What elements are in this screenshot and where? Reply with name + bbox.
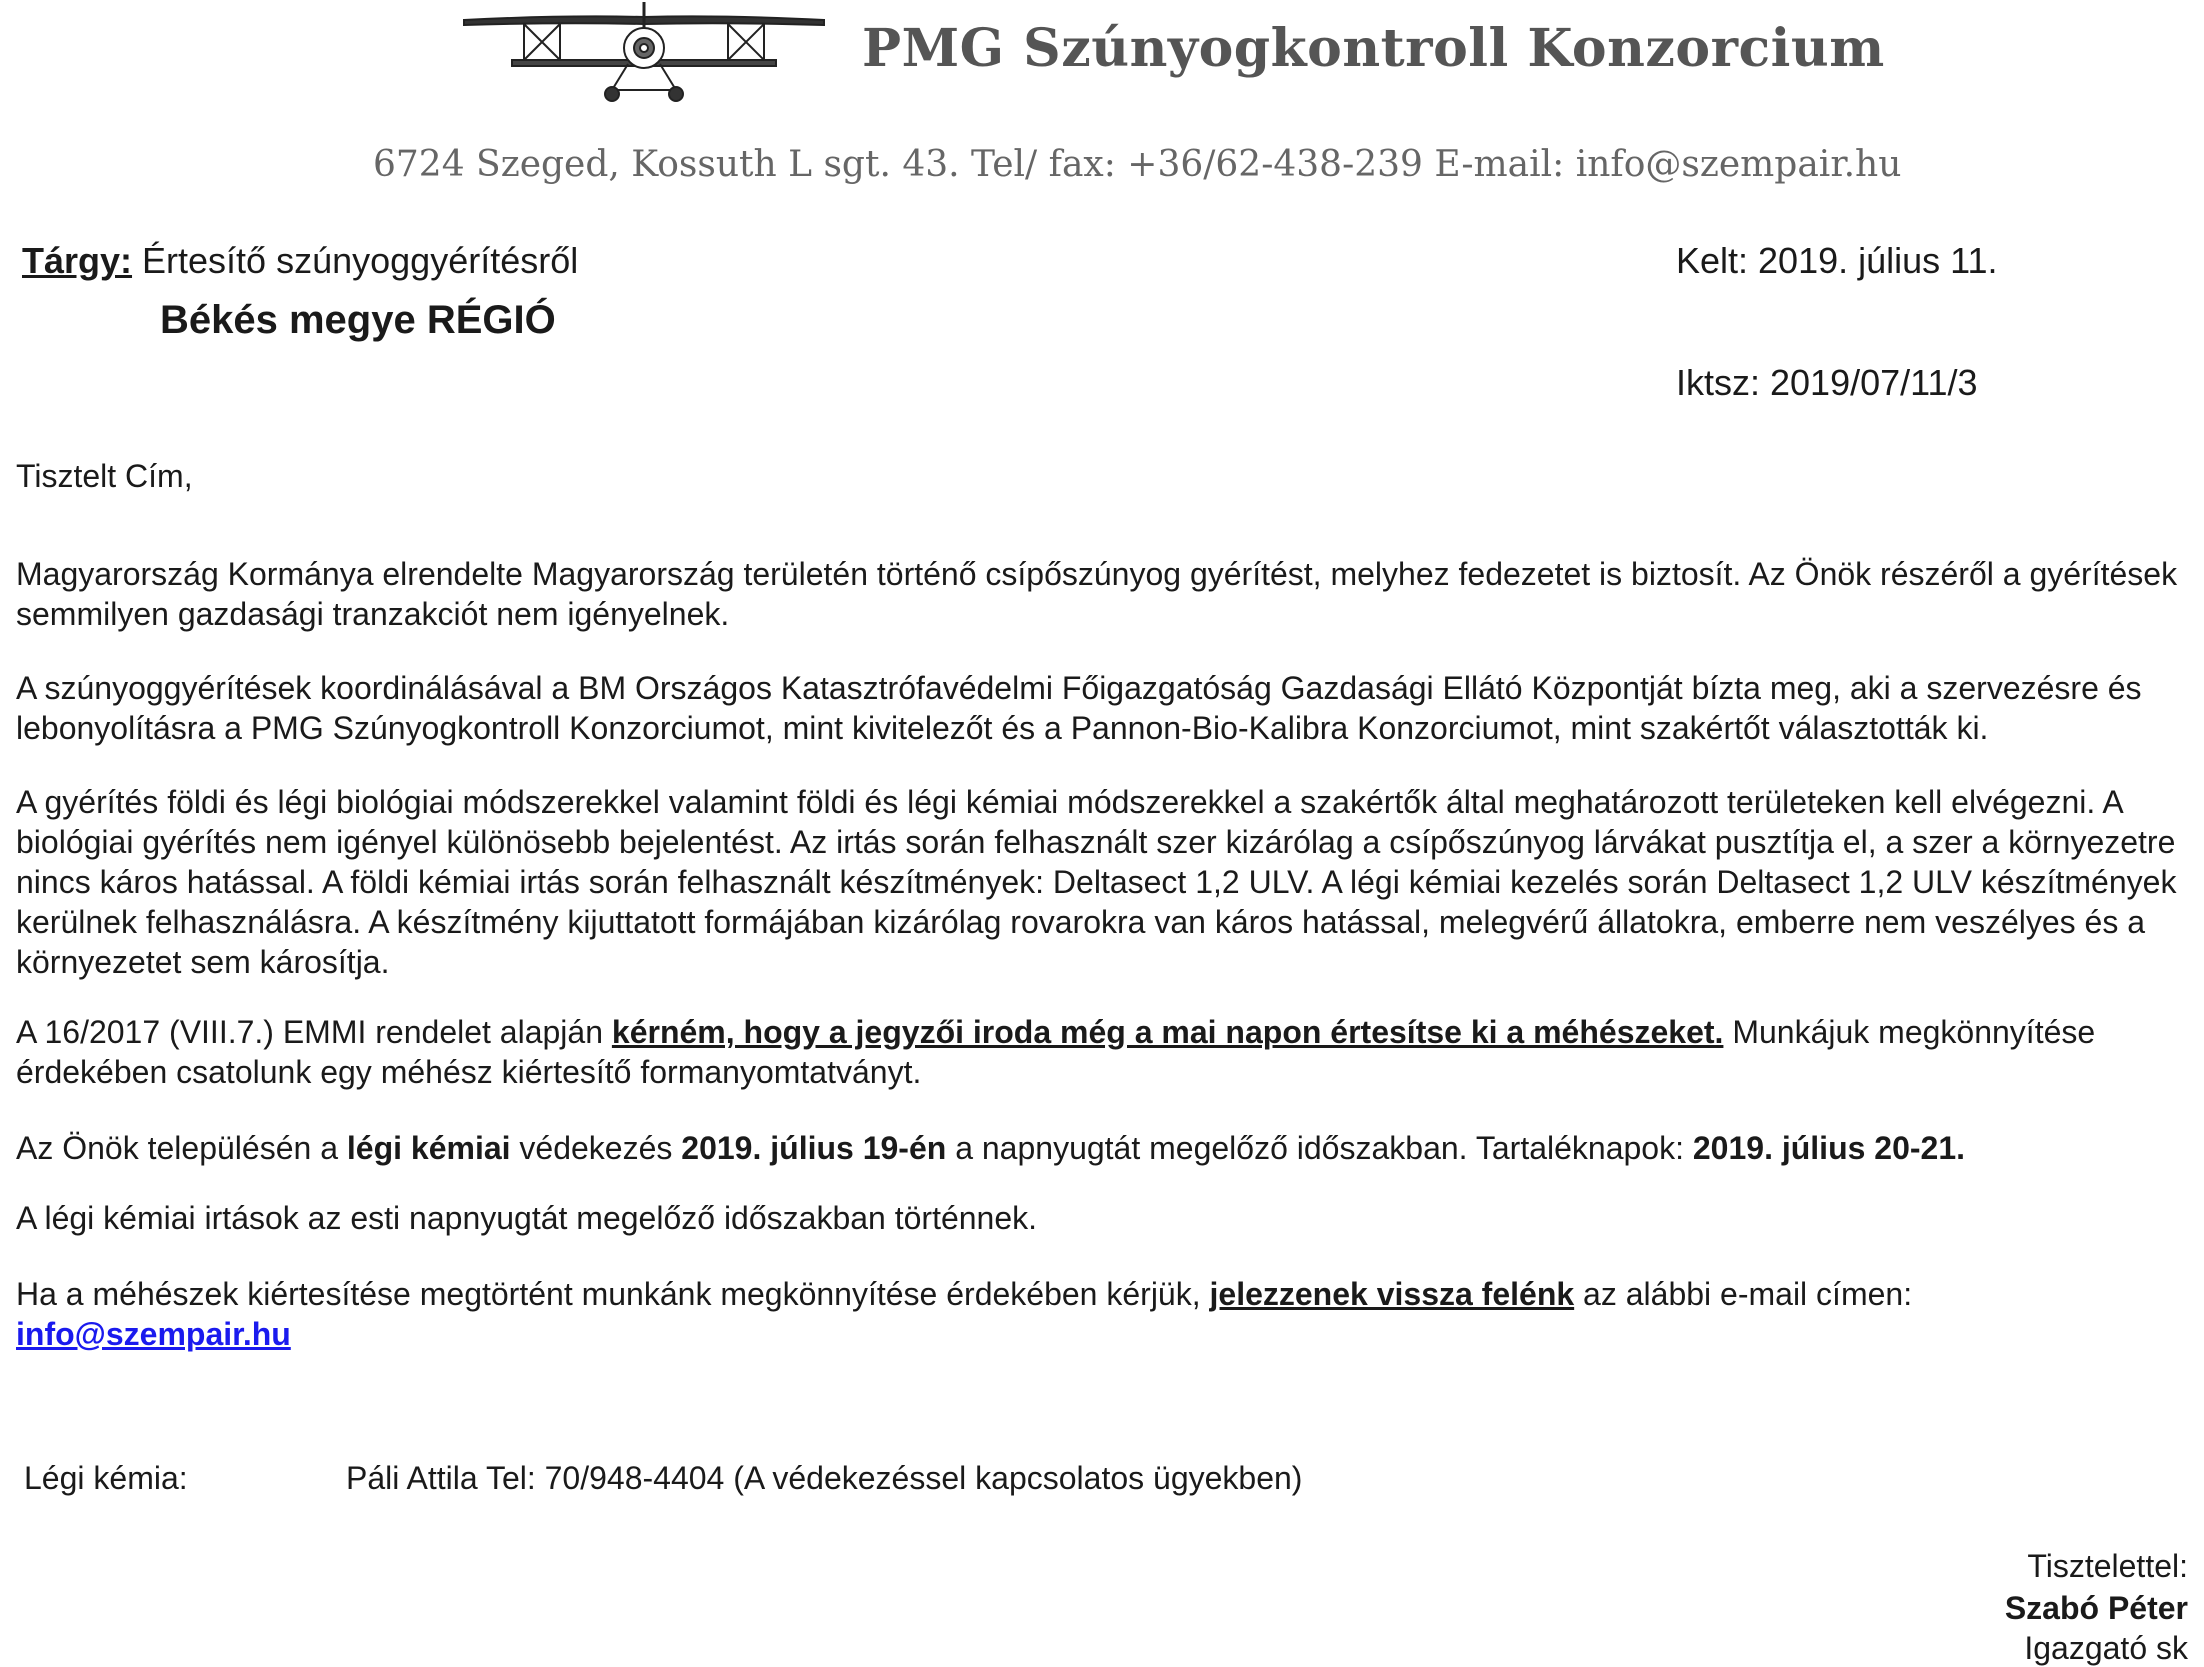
p5-reserve-dates: 2019. július 20-21. xyxy=(1692,1130,1966,1166)
p5-part-e: a napnyugtát megelőző időszakban. Tartaléknapok: xyxy=(946,1130,1693,1166)
paragraph-2: A szúnyoggyérítések koordinálásával a BM Országos Katasztrófavédelmi Főigazgatóság Gazdasági Ellátó Központját bízta meg, aki a szervezésre és lebonyolításra a PMG Szúnyogkontroll Konzorciumot, mint kivitelezőt és a Pannon-Bio-Kalibra Konzorciumot, mint szakértőt választották ki. xyxy=(16,670,2142,746)
biplane-icon xyxy=(462,0,826,106)
org-name: PMG Szúnyogkontroll Konzorcium xyxy=(862,18,1885,79)
letter-date: Kelt: 2019. július 11. xyxy=(1676,240,1998,281)
paragraph-1: Magyarország Kormánya elrendelte Magyarország területén történő csípőszúnyog gyérítést, melyhez fedezetet is biztosít. Az Önök részéről a gyérítések semmilyen gazdasági tranzakciót nem igényelnek. xyxy=(16,556,2178,632)
paragraph-3: A gyérítés földi és légi biológiai módszerekkel valamint földi és légi kémiai módszerekkel a szakértők által meghatározott területeken kell elvégezni. A biológiai gyérítés nem igényel különösebb bejelentést. Az irtás során felhasznált szer kizárólag a csípőszúnyog lárvákat pusztítja el, a szer a környezetre nincs káros hatással. A földi kémiai irtás során felhasznált készítmények: Deltasect 1,2 ULV. A légi kémiai kezelés során Deltasect 1,2 ULV készítmények kerülnek felhasználásra. A készítmény kijuttatott formájában kizárólag rovarokra van káros hatással, melegvérű állatokra, emberre nem veszélyes és a környezetet sem károsítja. xyxy=(16,784,2177,980)
p5-date: 2019. július 19-én xyxy=(681,1130,947,1166)
signature-name: Szabó Péter xyxy=(2004,1590,2188,1626)
p7-part-c: az alábbi e-mail címen: xyxy=(1574,1276,1913,1312)
contact-label: Légi kémia: xyxy=(24,1460,188,1496)
contact-info: Páli Attila Tel: 70/948-4404 (A védekezéssel kapcsolatos ügyekben) xyxy=(346,1460,1303,1496)
email-link[interactable]: info@szempair.hu xyxy=(16,1316,291,1352)
signature-closing: Tisztelettel: xyxy=(2027,1548,2188,1584)
p7-feedback-emphasis: jelezzenek vissza felénk xyxy=(1209,1276,1575,1312)
paragraph-4 xyxy=(16,1012,2196,1092)
p5-part-c: védekezés xyxy=(510,1130,682,1166)
reference-number: Iktsz: 2019/07/11/3 xyxy=(1676,362,1978,403)
paragraph-7 xyxy=(16,1274,2196,1354)
subject-region: Békés megye RÉGIÓ xyxy=(160,298,556,342)
subject-label: Tárgy: xyxy=(22,240,133,281)
paragraph-6: A légi kémiai irtások az esti napnyugtát megelőző időszakban történnek. xyxy=(16,1200,1038,1236)
greeting: Tisztelt Cím, xyxy=(16,458,193,494)
p5-part-a: Az Önök településén a xyxy=(16,1130,347,1166)
subject-line xyxy=(22,240,578,282)
org-address: 6724 Szeged, Kossuth L sgt. 43. Tel/ fax: +36/62-438-239 E-mail: info@szempair.hu xyxy=(373,144,1902,185)
subject-text: Értesítő szúnyoggyérítésről xyxy=(132,240,579,281)
p7-part-a: Ha a méhészek kiértesítése megtörtént munkánk megkönnyítése érdekében kérjük, xyxy=(16,1276,1210,1312)
p4-request-emphasis: kérném, hogy a jegyzői iroda még a mai napon értesítse ki a méhészeket. xyxy=(611,1014,1724,1050)
paragraph-5 xyxy=(16,1128,2196,1168)
p5-method: légi kémiai xyxy=(346,1130,511,1166)
p4-part-c: Munkájuk megkönnyítése érdekében csatolunk egy méhész kiértesítő formanyomtatványt. xyxy=(16,1014,2096,1090)
signature-title: Igazgató sk xyxy=(2024,1630,2188,1666)
p4-part-a: A 16/2017 (VIII.7.) EMMI rendelet alapján xyxy=(16,1014,612,1050)
